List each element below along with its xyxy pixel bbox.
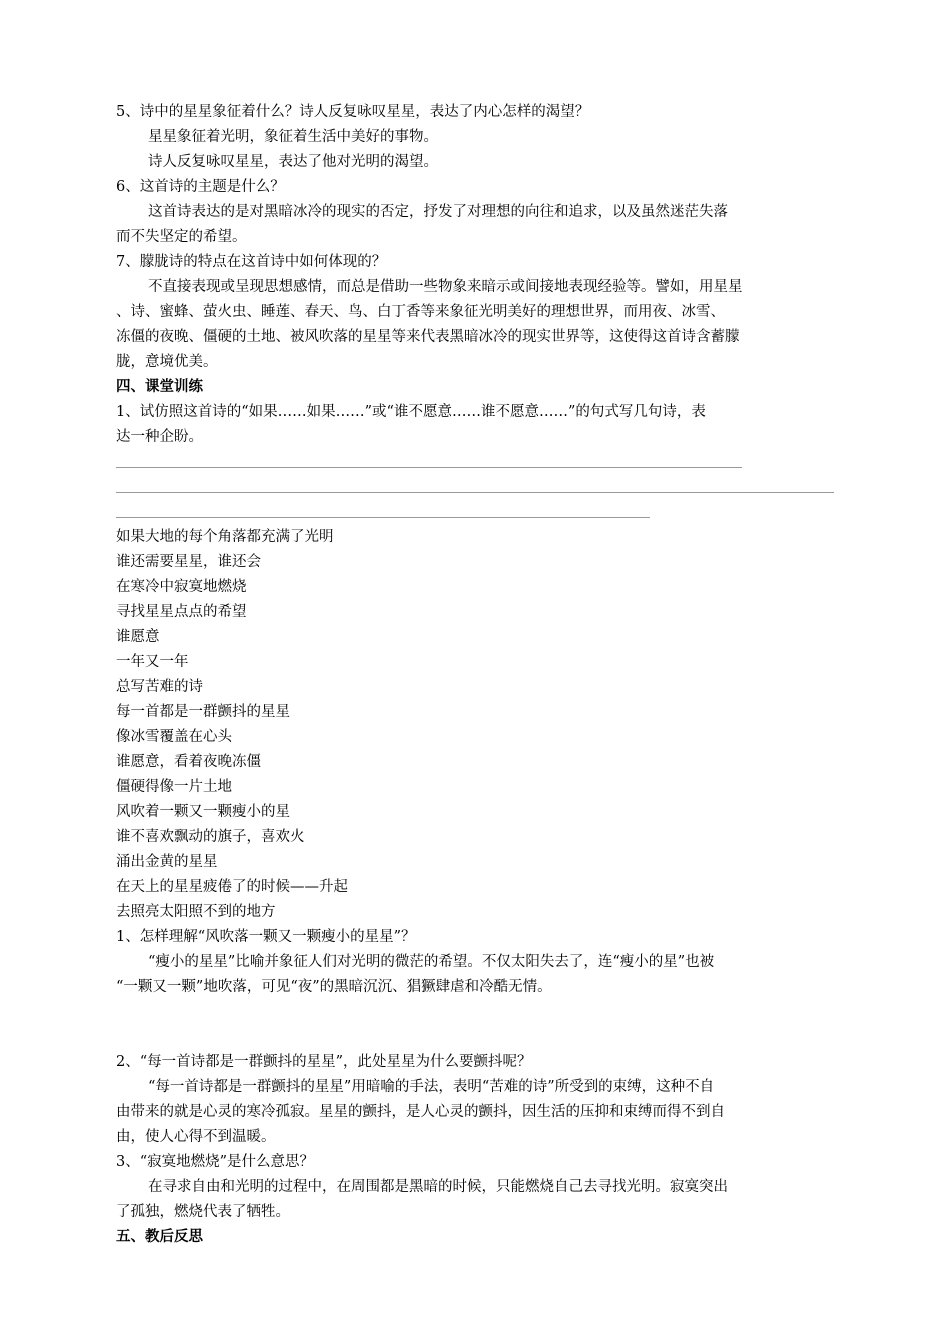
task-1-line-1: 1、试仿照这首诗的“如果……如果……”或“谁不愿意……谁不愿意……”的句式写几句诗，表 <box>116 404 706 420</box>
poem-line: 谁愿意 <box>116 629 160 645</box>
poem-line: 像冰雪覆盖在心头 <box>116 729 232 745</box>
answer-7-line-4: 胧，意境优美。 <box>116 354 218 370</box>
practice-answer-2-line-3: 由，使人心得不到温暖。 <box>116 1129 276 1145</box>
practice-answer-3-line-1: 在寻求自由和光明的过程中，在周围都是黑暗的时候，只能燃烧自己去寻找光明。寂寞突出 <box>148 1179 728 1195</box>
practice-answer-3-line-2: 了孤独，燃烧代表了牺牲。 <box>116 1204 290 1220</box>
poem-line: 总写苦难的诗 <box>116 679 203 695</box>
answer-6-line-2: 而不失坚定的希望。 <box>116 229 247 245</box>
answer-blank-line-3 <box>116 517 650 518</box>
poem-line: 风吹着一颗又一颗瘦小的星 <box>116 804 290 820</box>
answer-7-line-1: 不直接表现或呈现思想感情，而总是借助一些物象来暗示或间接地表现经验等。譬如，用星星 <box>148 279 743 295</box>
practice-question-1: 1、怎样理解“风吹落一颗又一颗瘦小的星星”？ <box>116 929 416 945</box>
poem-line: 僵硬得像一片土地 <box>116 779 232 795</box>
poem-line: 寻找星星点点的希望 <box>116 604 247 620</box>
poem-line: 谁不喜欢飘动的旗子，喜欢火 <box>116 829 305 845</box>
practice-answer-2-line-1: “每一首诗都是一群颤抖的星星”用暗喻的手法，表明“苦难的诗”所受到的束缚，这种不自 <box>148 1079 715 1095</box>
answer-6-line-1: 这首诗表达的是对黑暗冰冷的现实的否定，抒发了对理想的向往和追求，以及虽然迷茫失落 <box>148 204 728 220</box>
answer-5-line-2: 诗人反复咏叹星星，表达了他对光明的渴望。 <box>148 154 438 170</box>
answer-7-line-3: 冻僵的夜晚、僵硬的土地、被风吹落的星星等来代表黑暗冰冷的现实世界等，这使得这首诗含蓄朦 <box>116 329 740 345</box>
poem-line: 谁愿意，看着夜晚冻僵 <box>116 754 261 770</box>
practice-answer-1-line-1: “瘦小的星星”比喻并象征人们对光明的微茫的希望。不仅太阳失去了，连“瘦小的星”也被 <box>148 954 715 970</box>
question-7: 7、朦胧诗的特点在这首诗中如何体现的？ <box>116 254 387 270</box>
poem-line: 在寒冷中寂寞地燃烧 <box>116 579 247 595</box>
practice-answer-2-line-2: 由带来的就是心灵的寒冷孤寂。星星的颤抖，是人心灵的颤抖，因生活的压抑和束缚而得不到自 <box>116 1104 725 1120</box>
practice-answer-1-line-2: “一颗又一颗”地吹落，可见“夜”的黑暗沉沉、猖獗肆虐和冷酷无情。 <box>116 979 552 995</box>
practice-question-2: 2、“每一首诗都是一群颤抖的星星”，此处星星为什么要颤抖呢？ <box>116 1054 532 1070</box>
poem-line: 涌出金黄的星星 <box>116 854 218 870</box>
answer-5-line-1: 星星象征着光明，象征着生活中美好的事物。 <box>148 129 438 145</box>
question-6: 6、这首诗的主题是什么？ <box>116 179 285 195</box>
section-5-heading: 五、教后反思 <box>116 1228 203 1245</box>
poem-line: 谁还需要星星，谁还会 <box>116 554 261 570</box>
answer-7-line-2: 、诗、蜜蜂、萤火虫、睡莲、春天、鸟、白丁香等来象征光明美好的理想世界，而用夜、冰雪、 <box>116 304 725 320</box>
poem-line: 如果大地的每个角落都充满了光明 <box>116 529 334 545</box>
task-1-line-2: 达一种企盼。 <box>116 429 203 445</box>
practice-question-3: 3、“寂寞地燃烧”是什么意思？ <box>116 1154 315 1170</box>
poem-line: 去照亮太阳照不到的地方 <box>116 904 276 920</box>
poem-line: 在天上的星星疲倦了的时候——升起 <box>116 879 348 895</box>
question-5: 5、诗中的星星象征着什么？诗人反复咏叹星星，表达了内心怎样的渴望？ <box>116 104 590 120</box>
poem-line: 一年又一年 <box>116 654 189 670</box>
answer-blank-line-1 <box>116 467 742 468</box>
section-4-heading: 四、课堂训练 <box>116 378 203 395</box>
poem-line: 每一首都是一群颤抖的星星 <box>116 704 290 720</box>
answer-blank-line-2 <box>116 492 834 493</box>
